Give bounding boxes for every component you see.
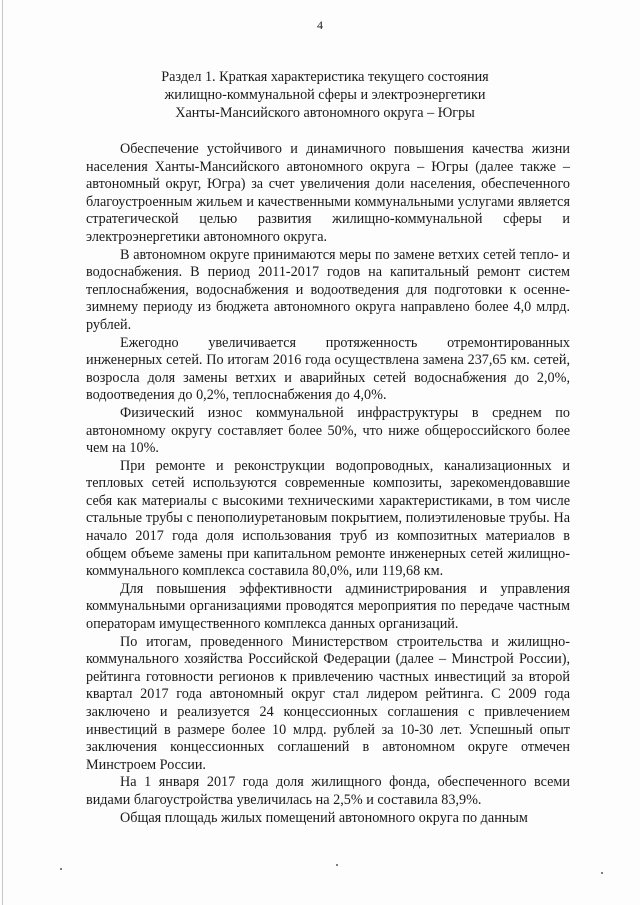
paragraph-investment-rating: По итогам, проведенного Министерством строительства и жилищно-коммунального хозяйства Российской Федерации (далее – Минстрой России), рейтинга готовности регионов к привлечению частных инвестиций за второй квартал 2017 года автономный округ стал лидером рейтинга. С 2009 года заключено и реализуется 24 концессионных соглашения с привлечением инвестиций в размере более 10 млрд. рублей за 10-30 лет. Успешный опыт заключения концессионных соглашений в автономном округе отмечен Минстроем России. — [86, 633, 570, 773]
paragraph-quality-of-life: Обеспечение устойчивого и динамичного повышения качества жизни населения Ханты-Мансийского автономного округа – Югры (далее также – автономный округ, Югра) за счет увеличения доли населения, обеспеченного благоустроенным жильем и качественными коммунальными услугами является стратегической целью развития жилищно-коммунальной сферы и электроэнергетики автономного округа. — [86, 141, 570, 245]
heading-line-1: Раздел 1. Краткая характеристика текущего состояния — [161, 69, 489, 85]
paragraph-total-area: Общая площадь жилых помещений автономного округа по данным — [120, 809, 528, 826]
paragraph-composite-materials: При ремонте и реконструкции водопроводных, канализационных и тепловых сетей используются современные композиты, зарекомендовавшие себя как материалы с высокими техническими характеристиками, в том числе стальные трубы с пенополиуретановым покрытием, полиэтиленовые трубы. На начало 2017 года доля использования труб из композитных материалов в общем объеме замены при капитальном ремонте инженерных сетей жилищно-коммунального комплекса составила 80,0%, или 119,68 км. — [86, 457, 570, 580]
scan-speck — [60, 868, 62, 870]
scan-speck — [336, 864, 338, 866]
paragraph-repaired-networks: Ежегодно увеличивается протяженность отремонтированных инженерных сетей. По итогам 2016 года осуществлена замена 237,65 км. сетей, возросла доля замены ветхих и аварийных сетей водоснабжения до 2,0%, водоотведения до 0,2%, теплоснабжения до 4,0%. — [86, 334, 570, 404]
section-heading — [80, 68, 570, 122]
scan-edge-line — [2, 0, 3, 905]
heading-line-2: жилищно-коммунальной сферы и электроэнергетики — [164, 87, 486, 103]
paragraph-network-replacement: В автономном округе принимаются меры по замене ветхих сетей тепло- и водоснабжения. В период 2011-2017 годов на капитальный ремонт систем теплоснабжения, водоснабжения и водоотведения для подготовки к осенне-зимнему периоду из бюджета автономного округа направлено более 4,0 млрд. рублей. — [86, 246, 570, 333]
scan-speck — [601, 872, 603, 874]
page-number: 4 — [317, 18, 323, 32]
body-text — [86, 141, 570, 827]
heading-line-3: Ханты-Мансийского автономного округа – Югры — [175, 105, 475, 121]
paragraph-infrastructure-wear: Физический износ коммунальной инфраструктуры в среднем по автономному округу составляет более 50%, что ниже общероссийского более чем на 10%. — [86, 404, 570, 457]
paragraph-housing-fund: На 1 января 2017 года доля жилищного фонда, обеспеченного всеми видами благоустройства увеличилась на 2,5% и составила 83,9%. — [86, 774, 570, 808]
paragraph-administration: Для повышения эффективности администрирования и управления коммунальными организациями проводятся мероприятия по передаче частным операторам имущественного комплекса данных организаций. — [86, 580, 570, 633]
